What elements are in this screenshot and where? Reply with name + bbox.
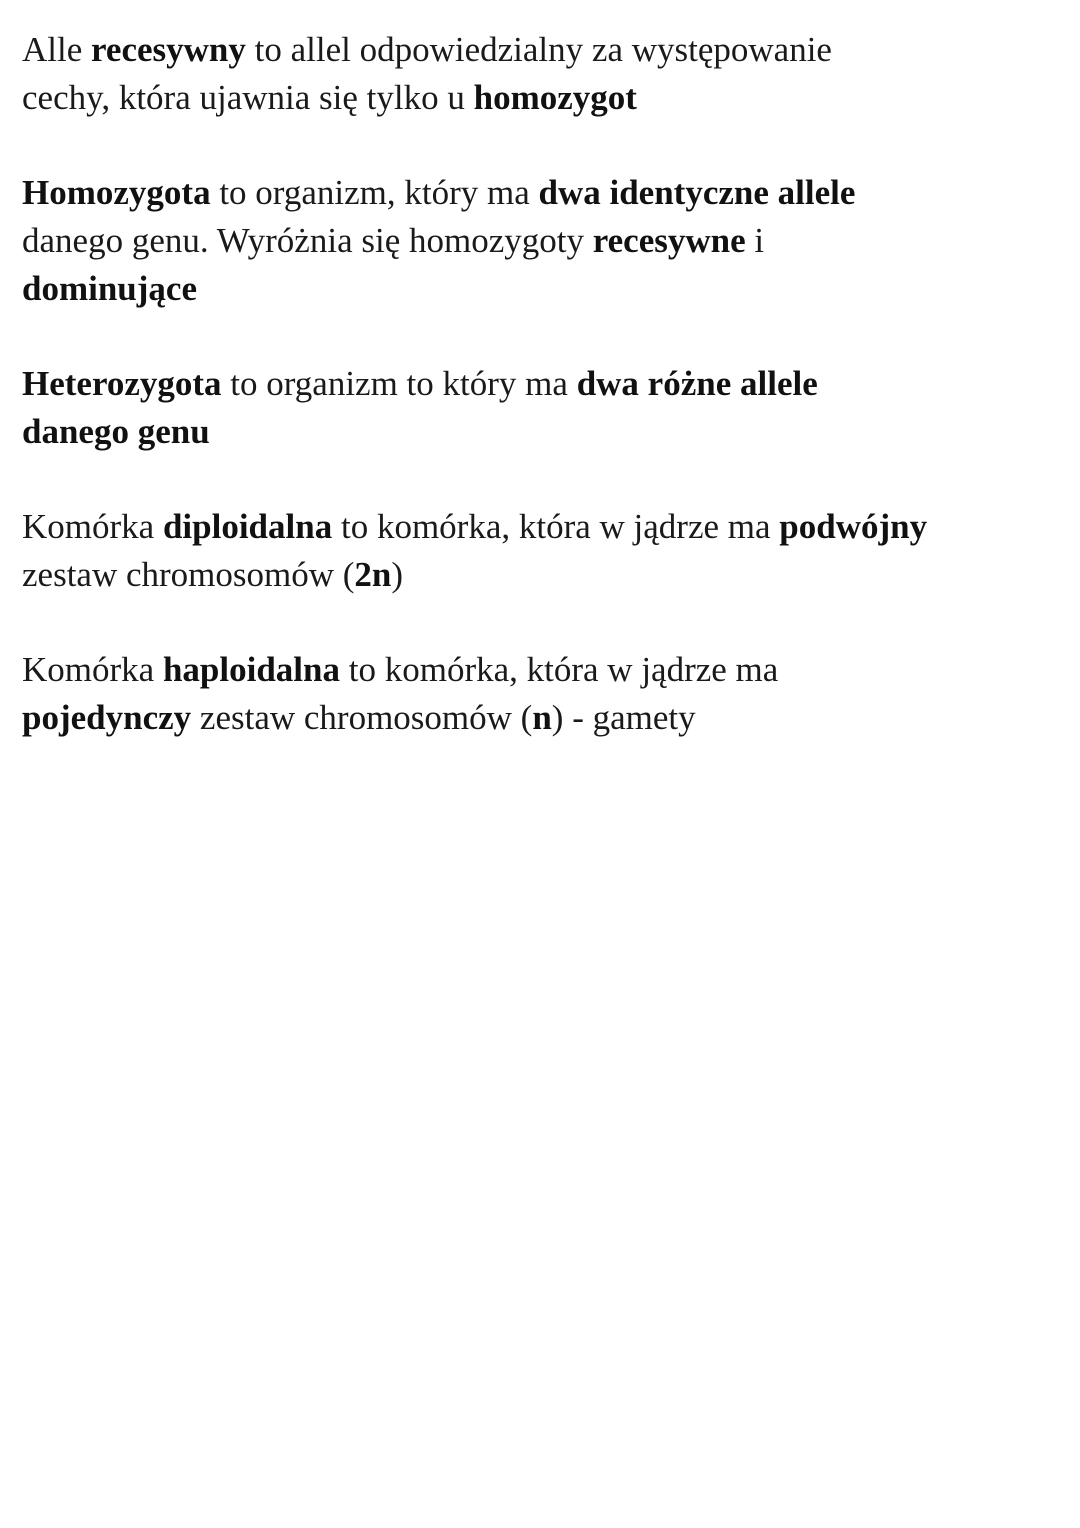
text-line xyxy=(22,217,1070,265)
text-line xyxy=(22,646,1070,694)
bold-term: recesywny xyxy=(91,30,246,69)
definition-haploid-cell xyxy=(22,646,1070,742)
text: to organizm, który ma xyxy=(210,173,539,212)
text: zestaw chromosomów ( xyxy=(22,555,355,594)
definition-heterozygote xyxy=(22,360,1070,456)
text-line xyxy=(22,265,1070,313)
text-line xyxy=(22,74,1070,122)
bold-term: n xyxy=(532,698,552,737)
text: to allel odpowiedzialny za występowanie xyxy=(245,30,832,69)
bold-term: danego genu xyxy=(22,412,210,451)
bold-term: haploidalna xyxy=(162,650,340,689)
text-line xyxy=(22,503,1070,551)
bold-term: dwa identyczne allele xyxy=(538,173,856,212)
bold-term: pojedynczy xyxy=(22,698,192,737)
bold-term: Heterozygota xyxy=(22,364,222,403)
bold-term: diploidalna xyxy=(162,507,333,546)
bold-term: dwa różne allele xyxy=(576,364,818,403)
bold-term: Homozygota xyxy=(22,173,211,212)
text: to organizm to który ma xyxy=(221,364,577,403)
bold-term: dominujące xyxy=(22,269,197,308)
text-line xyxy=(22,551,1070,599)
text: to komórka, która w jądrze ma xyxy=(340,650,779,689)
text-line xyxy=(22,26,1070,74)
text: cechy, która ujawnia się tylko u xyxy=(22,78,474,117)
text: ) xyxy=(391,555,404,594)
bold-term: homozygot xyxy=(473,78,637,117)
text-line xyxy=(22,360,1070,408)
text-line xyxy=(22,408,1070,456)
text: zestaw chromosomów ( xyxy=(191,698,533,737)
document-body xyxy=(22,26,1070,789)
definition-homozygote xyxy=(22,169,1070,313)
definition-diploid-cell xyxy=(22,503,1070,599)
text: ) - gamety xyxy=(551,698,696,737)
text: i xyxy=(745,221,765,260)
text-line xyxy=(22,169,1070,217)
bold-term: podwójny xyxy=(779,507,928,546)
bold-term: 2n xyxy=(354,555,392,594)
bold-term: recesywne xyxy=(592,221,746,260)
text: Alle xyxy=(22,30,92,69)
text: Komórka xyxy=(22,507,163,546)
definition-allele-recessive xyxy=(22,26,1070,122)
text: to komórka, która w jądrze ma xyxy=(332,507,780,546)
text: danego genu. Wyróżnia się homozygoty xyxy=(22,221,593,260)
text: Komórka xyxy=(22,650,163,689)
text-line xyxy=(22,694,1070,742)
